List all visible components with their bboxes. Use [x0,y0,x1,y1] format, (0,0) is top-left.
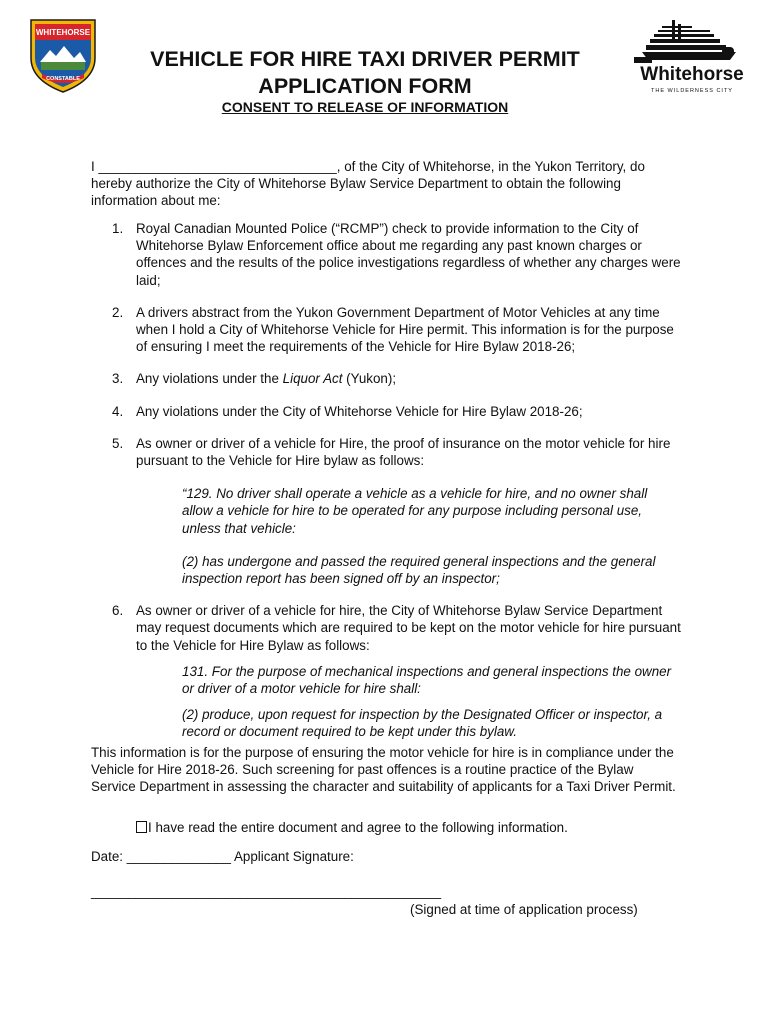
list-item [91,435,681,587]
closing-paragraph: This information is for the purpose of ensuring the motor vehicle for hire is in compliance under the Vehicle for Hire 2018-26. Such screening for past offences is a routine practice of the Bylaw Service Department in assessing the character and suitability of applicants for a Taxi Driver Permit. [91,745,676,795]
liquor-act-title: Liquor Act [282,371,343,387]
bylaw-quote: “129. No driver shall operate a vehicle as a vehicle for hire, and no owner shall allow a vehicle for hire to be operated for any purpose including personal use, unless that vehicle: [182,486,648,536]
date-signature-line: Date: ______________ Applicant Signature: [91,849,354,864]
list-item-number: 4. [112,403,124,419]
bylaw-quote: 131. For the purpose of mechanical inspections and general inspections the owner or driver of a motor vehicle for hire shall: [182,663,672,697]
list-item-text: A drivers abstract from the Yukon Government Department of Motor Vehicles at any time when I hold a City of Whitehorse Vehicle for Hire permit. This information is for the purpose of ensuring I meet the requirements of the Vehicle for Hire Bylaw 2018-26; [136,304,674,355]
page-subtitle: CONSENT TO RELEASE OF INFORMATION [221,99,509,115]
list-item [91,304,681,356]
badge-top-text: WHITEHORSE [35,28,91,37]
title-line-2: APPLICATION FORM [258,74,472,98]
list-item-number: 6. [112,603,124,619]
bylaw-quote: (2) has undergone and passed the required general inspections and the general inspection report has been signed off by an inspector; [182,553,656,587]
list-item-number: 1. [112,221,124,236]
title-line-1: VEHICLE FOR HIRE TAXI DRIVER PERMIT [150,47,580,71]
list-item-text: Royal Canadian Mounted Police (“RCMP”) check to provide information to the City of Whitehorse Bylaw Enforcement office about me regarding any past known charges or offences and the results of the police investigations regardless of whether any charges were laid; [136,221,681,288]
brand-name: Whitehorse [640,64,744,85]
list-item [91,370,681,387]
agreement-row [136,820,568,835]
whitehorse-city-logo [632,16,752,98]
list-item-text: Any violations under the City of Whitehorse Vehicle for Hire Bylaw 2018-26; [136,403,583,419]
list-item [91,602,681,740]
signature-note: (Signed at time of application process) [410,902,638,917]
whitehorse-constable-badge-logo [26,14,100,94]
list-item-text: As owner or driver of a vehicle for Hire, the proof of insurance on the motor vehicle for hire pursuant to the Vehicle for Hire bylaw as follows: [136,435,671,469]
signature-field-line: _______________________________________________ [91,884,442,899]
list-item-number: 3. [112,371,124,387]
bylaw-quote: (2) produce, upon request for inspection by the Designated Officer or inspector, a record or document required to be kept under this bylaw. [182,707,663,740]
list-item [91,220,681,289]
agreement-label: I have read the entire document and agree to the following information. [148,820,568,835]
list-item-text: (Yukon); [342,371,397,387]
list-item [91,403,681,420]
list-item-number: 5. [112,435,124,451]
page-title [120,46,610,100]
list-item-number: 2. [112,304,124,320]
consent-list [91,220,681,741]
list-item-text: As owner or driver of a vehicle for hire, the City of Whitehorse Bylaw Service Department may request documents which are required to be kept on the motor vehicle for hire pursuant to the Vehicle for Hire Bylaw as follows: [136,603,681,653]
list-item-text: Any violations under the [136,371,283,387]
brand-tagline: THE WILDERNESS CITY [651,88,733,94]
agreement-checkbox[interactable] [136,821,147,833]
badge-bottom-text: CONSTABLE [46,76,80,82]
intro-paragraph: I ________________________________, of the City of Whitehorse, in the Yukon Territory, do hereby authorize the City of Whitehorse Bylaw Service Department to obtain the following information about me: [91,159,645,209]
